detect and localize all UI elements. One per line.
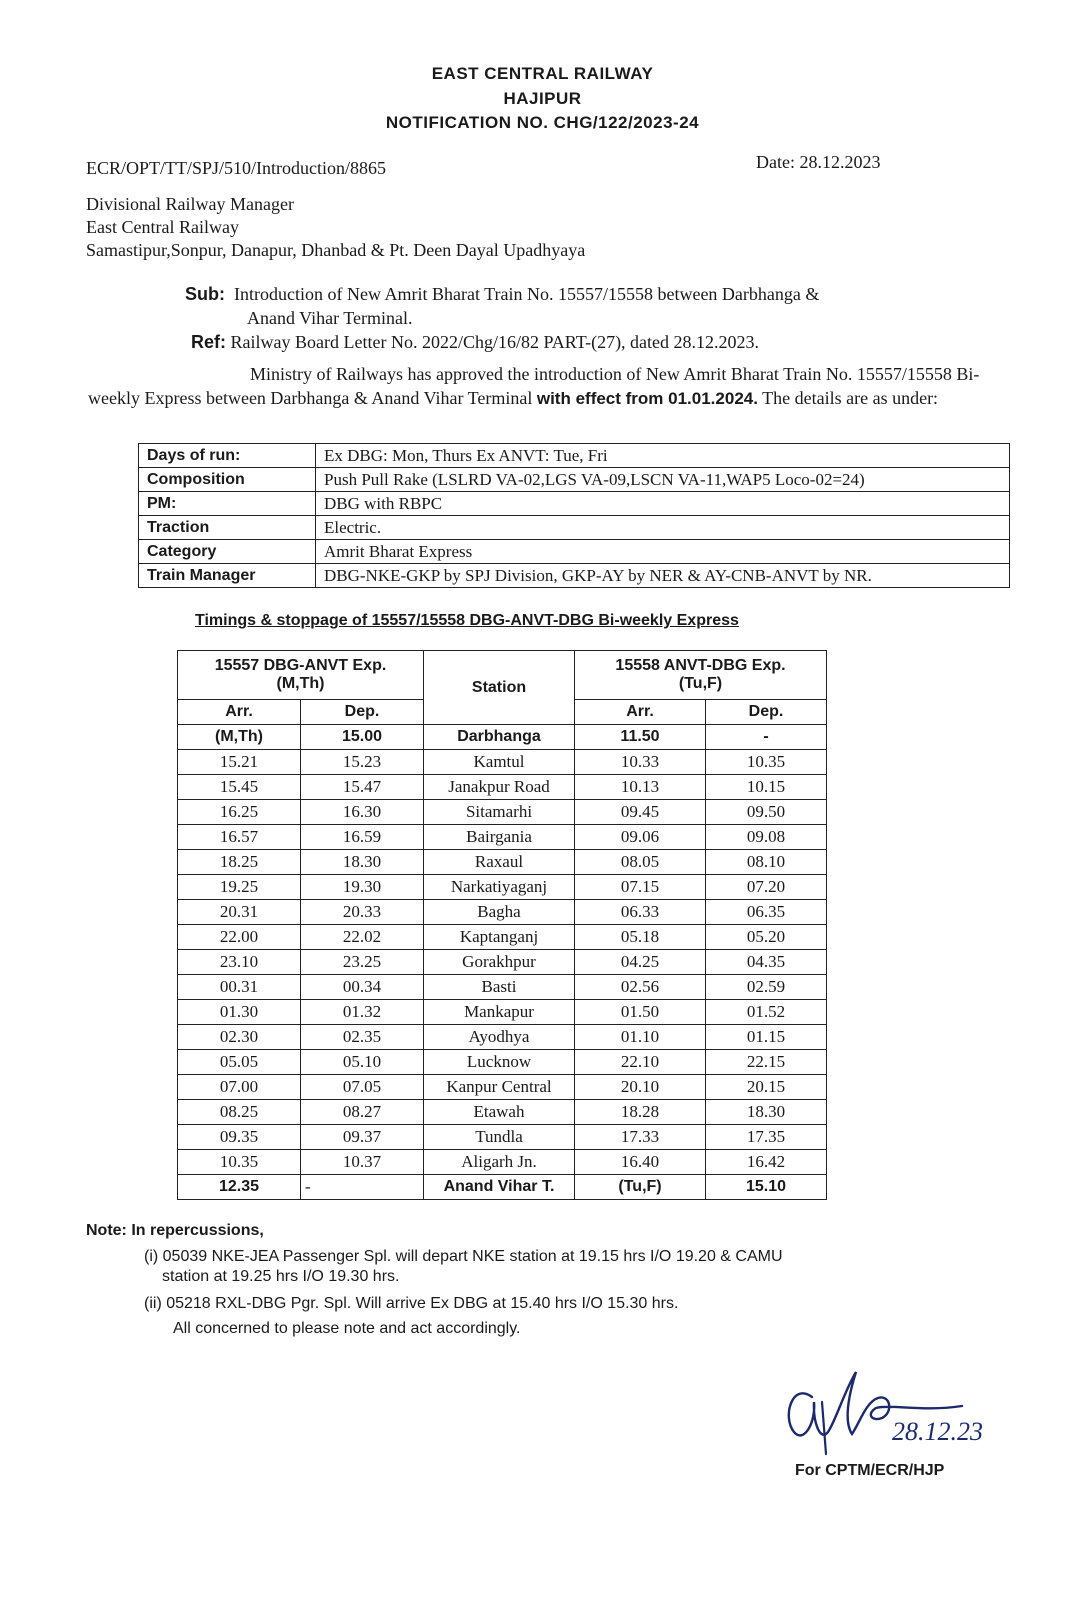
- arr-cell: (M,Th): [178, 725, 301, 750]
- dep-cell: 05.20: [706, 925, 827, 950]
- table-row: [178, 850, 827, 875]
- dep-cell: 09.37: [301, 1125, 424, 1150]
- table-row: [178, 750, 827, 775]
- arr-cell: 15.21: [178, 750, 301, 775]
- up-train-header: [575, 651, 827, 700]
- station-cell: Anand Vihar T.: [424, 1175, 575, 1200]
- arr-cell: 16.25: [178, 800, 301, 825]
- table-row: [178, 1125, 827, 1150]
- details-value: DBG with RBPC: [316, 492, 1010, 516]
- details-row: [139, 492, 1010, 516]
- arr-cell: 05.05: [178, 1050, 301, 1075]
- station-cell: Aligarh Jn.: [424, 1150, 575, 1175]
- subject-label: Sub:: [185, 284, 225, 304]
- table-row: [178, 1150, 827, 1175]
- details-key: Train Manager: [139, 564, 316, 588]
- dep-cell: 04.35: [706, 950, 827, 975]
- dep-cell: 08.27: [301, 1100, 424, 1125]
- station-cell: Kamtul: [424, 750, 575, 775]
- dep-cell: 01.15: [706, 1025, 827, 1050]
- details-value: Amrit Bharat Express: [316, 540, 1010, 564]
- body-text-2: The details are as under:: [762, 388, 939, 408]
- station-cell: Ayodhya: [424, 1025, 575, 1050]
- ref-label: Ref:: [191, 332, 226, 352]
- arr-cell: 18.28: [575, 1100, 706, 1125]
- dep-cell: 00.34: [301, 975, 424, 1000]
- dep-cell: 16.30: [301, 800, 424, 825]
- table-row: [178, 1000, 827, 1025]
- table-row: [178, 900, 827, 925]
- body-text-1: Ministry of Railways has approved the introduction of New Amrit Bharat Train No. 15557/15558 Bi-weekly Express between Darbhanga & Anand Vihar Terminal: [88, 364, 980, 408]
- dep-cell: -: [706, 725, 827, 750]
- up-train-days: (Tu,F): [678, 675, 723, 692]
- details-value: Ex DBG: Mon, Thurs Ex ANVT: Tue, Fri: [316, 444, 1010, 468]
- dep-cell: 16.42: [706, 1150, 827, 1175]
- dep-cell: 06.35: [706, 900, 827, 925]
- details-key: PM:: [139, 492, 316, 516]
- table-row: [178, 925, 827, 950]
- table-row: [178, 875, 827, 900]
- arr-cell: 09.45: [575, 800, 706, 825]
- arr-cell: 04.25: [575, 950, 706, 975]
- arr-cell: 08.25: [178, 1100, 301, 1125]
- details-key: Composition: [139, 468, 316, 492]
- down-train-header: [178, 651, 424, 700]
- arr-cell: 06.33: [575, 900, 706, 925]
- note-2: (ii) 05218 RXL-DBG Pgr. Spl. Will arrive Ex DBG at 15.40 hrs I/O 15.30 hrs.: [144, 1295, 679, 1312]
- station-cell: Darbhanga: [424, 725, 575, 750]
- dep-cell: 22.15: [706, 1050, 827, 1075]
- dep-cell: 10.15: [706, 775, 827, 800]
- address-line-3: Samastipur,Sonpur, Danapur, Dhanbad & Pt. Deen Dayal Upadhyaya: [86, 240, 586, 260]
- dep-cell: 20.33: [301, 900, 424, 925]
- subject-line-1: Introduction of New Amrit Bharat Train No. 15557/15558 between Darbhanga &: [234, 284, 820, 304]
- arr-cell: 12.35: [178, 1175, 301, 1200]
- station-cell: Etawah: [424, 1100, 575, 1125]
- address-line-2: East Central Railway: [86, 217, 239, 237]
- dep-cell: 20.15: [706, 1075, 827, 1100]
- signatory-designation: For CPTM/ECR/HJP: [795, 1462, 945, 1479]
- dep-cell: 10.37: [301, 1150, 424, 1175]
- station-cell: Mankapur: [424, 1000, 575, 1025]
- table-row: [178, 725, 827, 750]
- dep-cell: 15.00: [301, 725, 424, 750]
- dep-cell: 18.30: [301, 850, 424, 875]
- arr-cell: 17.33: [575, 1125, 706, 1150]
- arr-cell: 10.13: [575, 775, 706, 800]
- table-row: [178, 775, 827, 800]
- dep-cell: 09.08: [706, 825, 827, 850]
- body-paragraph: [88, 362, 1008, 411]
- station-cell: Bairgania: [424, 825, 575, 850]
- details-row: [139, 444, 1010, 468]
- arr-cell: 09.06: [575, 825, 706, 850]
- arr-cell: 20.31: [178, 900, 301, 925]
- arr-cell: (Tu,F): [575, 1175, 706, 1200]
- table-row: [178, 1100, 827, 1125]
- dep-cell: 18.30: [706, 1100, 827, 1125]
- station-cell: Lucknow: [424, 1050, 575, 1075]
- details-table: [138, 443, 1010, 588]
- station-cell: Narkatiyaganj: [424, 875, 575, 900]
- arr-cell: 00.31: [178, 975, 301, 1000]
- station-cell: Basti: [424, 975, 575, 1000]
- station-cell: Bagha: [424, 900, 575, 925]
- dep-cell: -: [301, 1175, 424, 1200]
- dep-cell: 05.10: [301, 1050, 424, 1075]
- dep-cell: 19.30: [301, 875, 424, 900]
- details-key: Traction: [139, 516, 316, 540]
- dep-cell: 01.32: [301, 1000, 424, 1025]
- details-value: Electric.: [316, 516, 1010, 540]
- ref-text: Railway Board Letter No. 2022/Chg/16/82 PART-(27), dated 28.12.2023.: [230, 332, 760, 352]
- table-row: [178, 1175, 827, 1200]
- dep-header: Dep.: [706, 700, 827, 725]
- arr-cell: 07.15: [575, 875, 706, 900]
- arr-cell: 10.33: [575, 750, 706, 775]
- dep-header: Dep.: [301, 700, 424, 725]
- dep-cell: 16.59: [301, 825, 424, 850]
- dep-cell: 17.35: [706, 1125, 827, 1150]
- details-row: [139, 468, 1010, 492]
- place-title: HAJIPUR: [503, 89, 582, 108]
- table-row: [178, 1075, 827, 1100]
- dep-cell: 15.47: [301, 775, 424, 800]
- table-row: [178, 1050, 827, 1075]
- down-train-days: (M,Th): [276, 675, 325, 692]
- station-cell: Tundla: [424, 1125, 575, 1150]
- address-line-1: Divisional Railway Manager: [86, 194, 294, 214]
- notification-date: Date: 28.12.2023: [756, 152, 881, 172]
- arr-cell: 15.45: [178, 775, 301, 800]
- dep-cell: 15.23: [301, 750, 424, 775]
- arr-cell: 23.10: [178, 950, 301, 975]
- table-row: [178, 975, 827, 1000]
- note-1-line-1: (i) 05039 NKE-JEA Passenger Spl. will depart NKE station at 19.15 hrs I/O 19.20 & CAMU: [144, 1248, 783, 1265]
- station-header: Station: [424, 651, 575, 725]
- notification-number: NOTIFICATION NO. CHG/122/2023-24: [385, 113, 700, 132]
- dep-cell: 08.10: [706, 850, 827, 875]
- table-row: [178, 800, 827, 825]
- timetable: [177, 650, 827, 1200]
- dep-cell: 23.25: [301, 950, 424, 975]
- station-cell: Kaptanganj: [424, 925, 575, 950]
- station-cell: Gorakhpur: [424, 950, 575, 975]
- notes-title: Note: In repercussions,: [86, 1222, 264, 1239]
- details-key: Days of run:: [139, 444, 316, 468]
- details-row: [139, 516, 1010, 540]
- station-cell: Raxaul: [424, 850, 575, 875]
- arr-cell: 05.18: [575, 925, 706, 950]
- dep-cell: 02.59: [706, 975, 827, 1000]
- dep-cell: 22.02: [301, 925, 424, 950]
- arr-cell: 16.40: [575, 1150, 706, 1175]
- note-3: All concerned to please note and act accordingly.: [173, 1320, 521, 1337]
- note-1-line-2: station at 19.25 hrs I/O 19.30 hrs.: [162, 1268, 400, 1285]
- dep-cell: 15.10: [706, 1175, 827, 1200]
- up-train-name: 15558 ANVT-DBG Exp.: [615, 657, 786, 674]
- arr-cell: 20.10: [575, 1075, 706, 1100]
- arr-cell: 01.10: [575, 1025, 706, 1050]
- arr-cell: 16.57: [178, 825, 301, 850]
- dep-cell: 09.50: [706, 800, 827, 825]
- arr-header: Arr.: [178, 700, 301, 725]
- table-row: [178, 1025, 827, 1050]
- arr-header: Arr.: [575, 700, 706, 725]
- arr-cell: 01.30: [178, 1000, 301, 1025]
- subject-block: [185, 282, 985, 354]
- table-row: [178, 825, 827, 850]
- dep-cell: 07.05: [301, 1075, 424, 1100]
- details-row: [139, 540, 1010, 564]
- dep-cell: 10.35: [706, 750, 827, 775]
- subject-line-2: Anand Vihar Terminal.: [247, 308, 413, 328]
- timetable-title: Timings & stoppage of 15557/15558 DBG-ANVT-DBG Bi-weekly Express: [195, 612, 739, 629]
- details-key: Category: [139, 540, 316, 564]
- station-cell: Janakpur Road: [424, 775, 575, 800]
- arr-cell: 10.35: [178, 1150, 301, 1175]
- org-title: EAST CENTRAL RAILWAY: [431, 64, 654, 83]
- arr-cell: 01.50: [575, 1000, 706, 1025]
- signature-mark: [782, 1362, 1022, 1462]
- dep-cell: 07.20: [706, 875, 827, 900]
- details-value: Push Pull Rake (LSLRD VA-02,LGS VA-09,LSCN VA-11,WAP5 Loco-02=24): [316, 468, 1010, 492]
- body-effective-date: with effect from 01.01.2024.: [536, 389, 758, 408]
- arr-cell: 22.00: [178, 925, 301, 950]
- arr-cell: 22.10: [575, 1050, 706, 1075]
- table-row: [178, 950, 827, 975]
- dep-cell: 01.52: [706, 1000, 827, 1025]
- arr-cell: 07.00: [178, 1075, 301, 1100]
- signature-date: 28.12.23: [892, 1417, 983, 1446]
- arr-cell: 19.25: [178, 875, 301, 900]
- arr-cell: 09.35: [178, 1125, 301, 1150]
- arr-cell: 02.56: [575, 975, 706, 1000]
- arr-cell: 18.25: [178, 850, 301, 875]
- reference-number: ECR/OPT/TT/SPJ/510/Introduction/8865: [86, 158, 387, 178]
- station-cell: Kanpur Central: [424, 1075, 575, 1100]
- details-row: [139, 564, 1010, 588]
- station-cell: Sitamarhi: [424, 800, 575, 825]
- arr-cell: 08.05: [575, 850, 706, 875]
- arr-cell: 11.50: [575, 725, 706, 750]
- dep-cell: 02.35: [301, 1025, 424, 1050]
- details-value: DBG-NKE-GKP by SPJ Division, GKP-AY by NER & AY-CNB-ANVT by NR.: [316, 564, 1010, 588]
- down-train-name: 15557 DBG-ANVT Exp.: [214, 657, 387, 674]
- arr-cell: 02.30: [178, 1025, 301, 1050]
